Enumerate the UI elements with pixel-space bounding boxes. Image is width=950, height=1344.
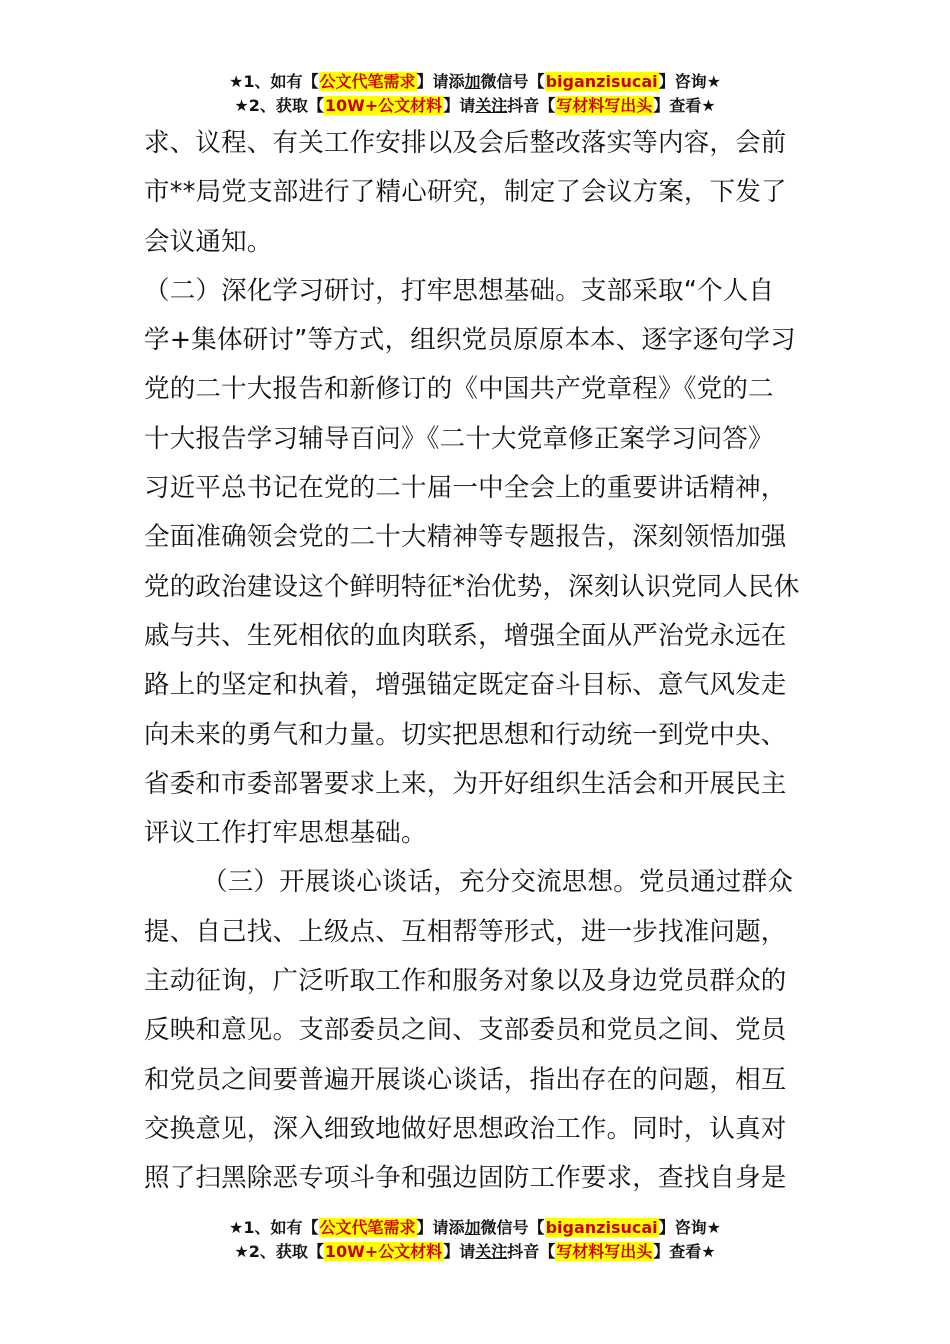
body-line: 省委和市委部署要求上来，为开好组织生活会和开展民主 — [144, 768, 787, 799]
body-line: 主动征询，广泛听取工作和服务对象以及身边党员群众的 — [144, 966, 787, 997]
highlight-service: 公文代笔需求 — [319, 72, 416, 91]
body-line: 照了扫黑除恶专项斗争和强边固防工作要求，查找自身是 — [144, 1163, 787, 1194]
body-line: 全面准确领会党的二十大精神等专题报告，深刻领悟加强 — [144, 522, 787, 553]
banner-line-2: ★2、获取【10W+公文材料】请关注抖音【写材料写出头】查看★ — [234, 96, 716, 115]
highlight-materials: 10W+公文材料 — [324, 96, 443, 115]
banner-line-2: ★2、获取【10W+公文材料】请关注抖音【写材料写出头】查看★ — [234, 1242, 716, 1261]
body-line: 会议通知。 — [144, 226, 273, 257]
body-line: 市**局党支部进行了精心研究，制定了会议方案，下发了 — [144, 177, 787, 208]
highlight-service: 公文代笔需求 — [319, 1218, 416, 1237]
body-line: 戚与共、生死相依的血肉联系，增强全面从严治党永远在 — [144, 620, 787, 651]
body-line: 党的二十大报告和新修订的《中国共产党章程》《党的二 — [144, 374, 774, 405]
body-line: 党的政治建设这个鲜明特征*治优势，深刻认识党同人民休 — [144, 571, 800, 602]
body-line: 路上的坚定和执着，增强锚定既定奋斗目标、意气风发走 — [144, 670, 787, 701]
body-line: 十大报告学习辅导百问》《二十大党章修正案学习问答》 — [144, 423, 774, 454]
body-line: 和党员之间要普遍开展谈心谈话，指出存在的问题，相互 — [144, 1064, 787, 1095]
body-line: 学+集体研讨”等方式，组织党员原原本本、逐字逐句学习 — [144, 325, 796, 356]
banner-line-1: ★1、如有【公文代笔需求】请添加微信号【biganzisucai】咨询★ — [229, 1218, 721, 1237]
banner-line-1: ★1、如有【公文代笔需求】请添加微信号【biganzisucai】咨询★ — [229, 72, 721, 91]
body-line: （二）深化学习研讨，打牢思想基础。支部采取“个人自 — [144, 275, 775, 306]
highlight-materials: 10W+公文材料 — [324, 1242, 443, 1261]
highlight-wechat-id: biganzisucai — [545, 72, 658, 91]
highlight-douyin: 写材料写出头 — [556, 96, 653, 115]
header-banner — [0, 70, 950, 118]
body-line: 反映和意见。支部委员之间、支部委员和党员之间、党员 — [144, 1015, 787, 1046]
body-line: （三）开展谈心谈话，充分交流思想。党员通过群众 — [202, 867, 794, 898]
highlight-wechat-id: biganzisucai — [545, 1218, 658, 1237]
footer-banner — [0, 1216, 950, 1264]
highlight-douyin: 写材料写出头 — [556, 1242, 653, 1261]
body-line: 习近平总书记在党的二十届一中全会上的重要讲话精神， — [144, 473, 787, 504]
body-line: 向未来的勇气和力量。切实把思想和行动统一到党中央、 — [144, 719, 787, 750]
body-line: 求、议程、有关工作安排以及会后整改落实等内容，会前 — [144, 128, 787, 158]
body-line: 交换意见，深入细致地做好思想政治工作。同时，认真对 — [144, 1113, 787, 1144]
document-body — [144, 119, 814, 1204]
body-line: 评议工作打牢思想基础。 — [144, 818, 427, 849]
body-line: 提、自己找、上级点、互相帮等形式，进一步找准问题， — [144, 916, 787, 947]
